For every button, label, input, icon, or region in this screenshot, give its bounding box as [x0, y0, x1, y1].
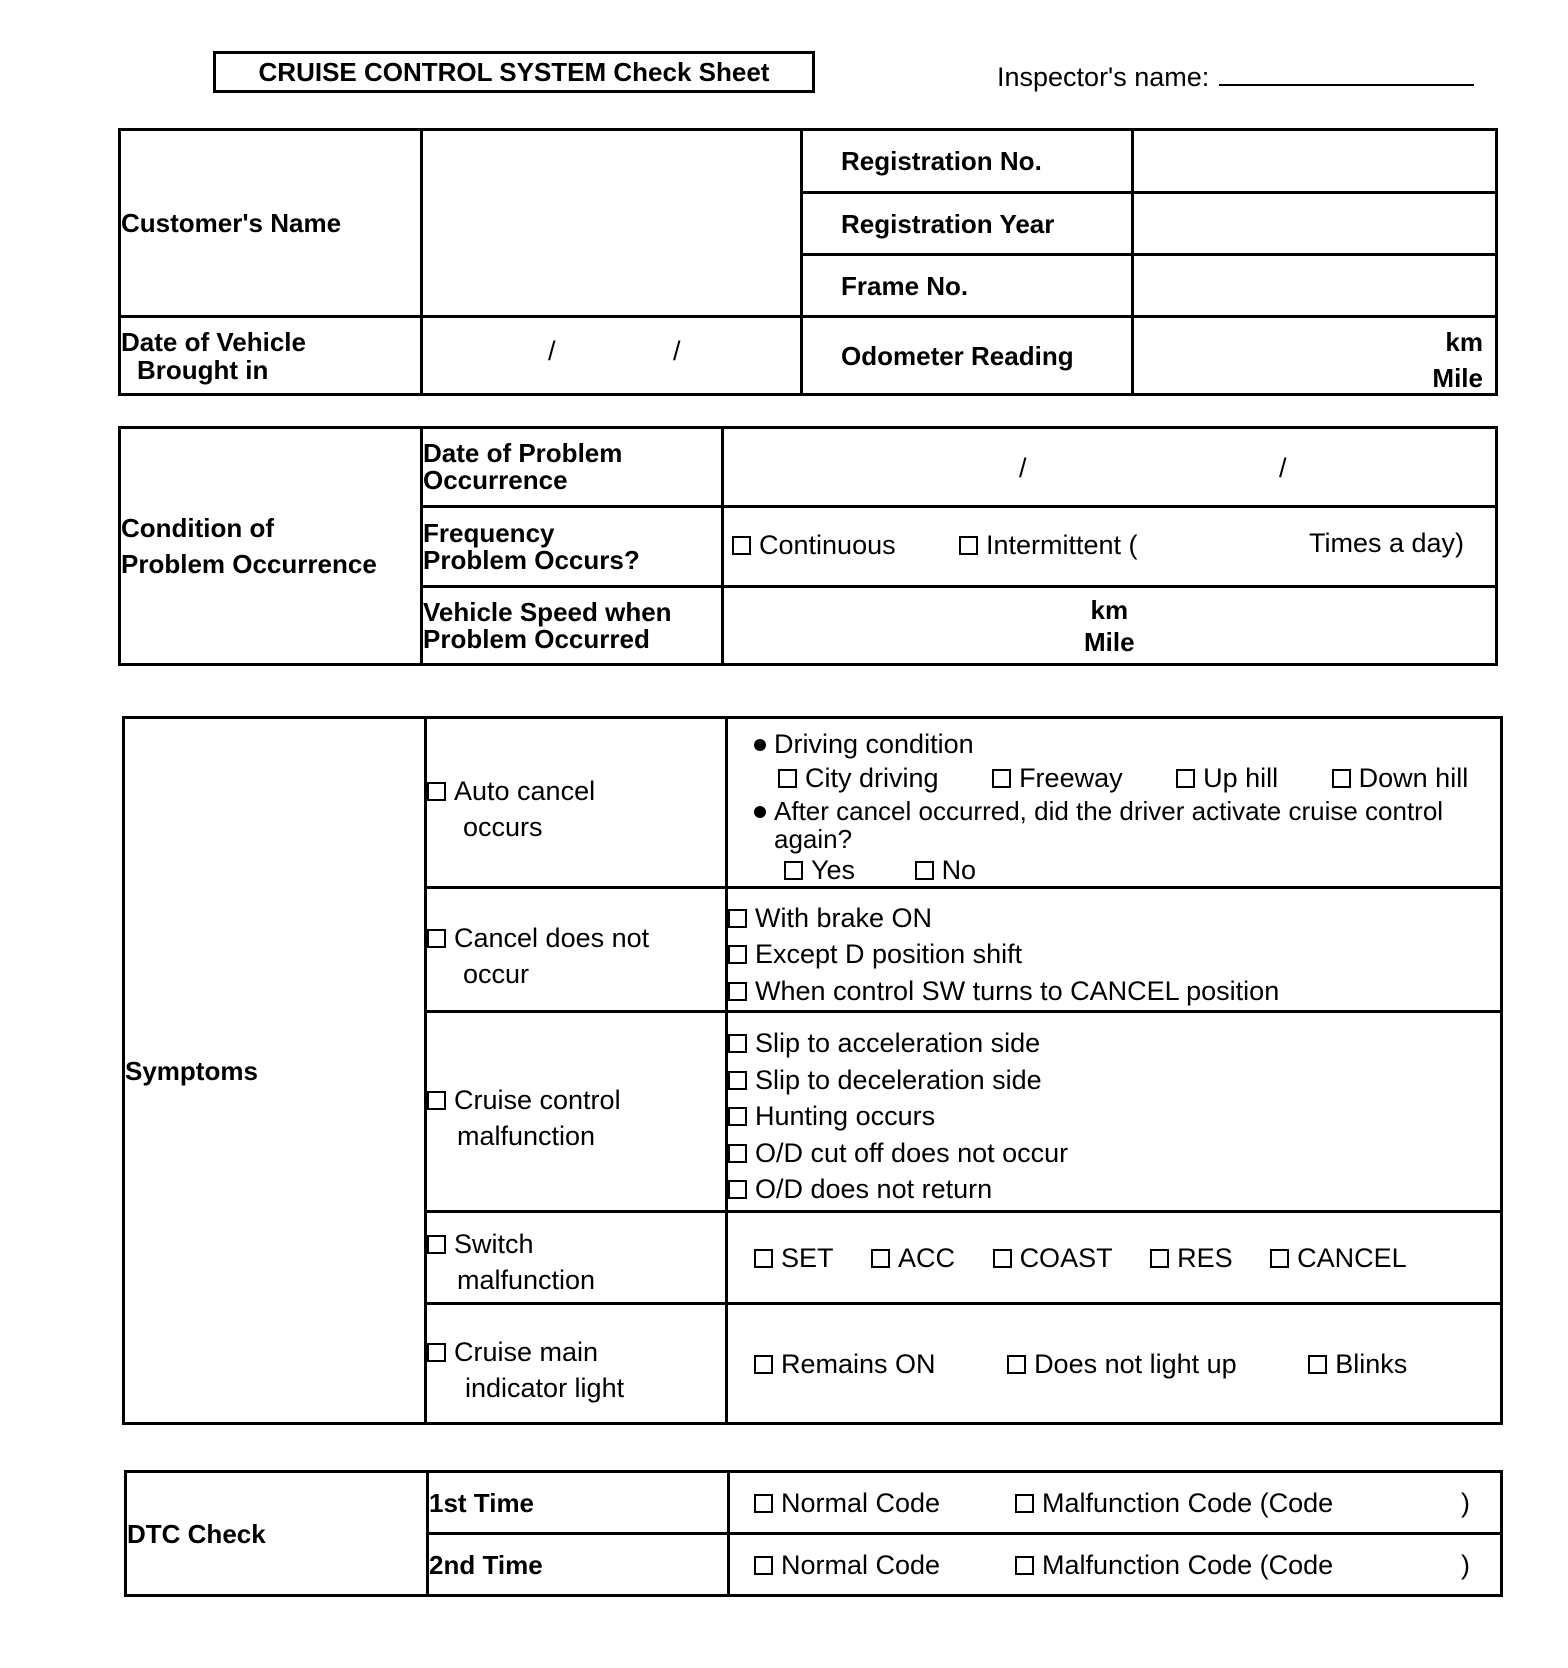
- customer-name-label: Customer's Name: [120, 130, 422, 317]
- registration-year-label: Registration Year: [802, 193, 1133, 255]
- bullet-icon: [754, 806, 766, 818]
- switch-malfunction-option[interactable]: Switch malfunction: [426, 1212, 727, 1304]
- checkbox[interactable]: [427, 1091, 446, 1110]
- checkbox[interactable]: [754, 1355, 773, 1374]
- cruise-malfunction-option[interactable]: Cruise control malfunction: [426, 1012, 727, 1212]
- freeway-option[interactable]: Freeway: [992, 763, 1123, 793]
- checkbox[interactable]: [427, 1343, 446, 1362]
- cruise-malfunction-details: [727, 1012, 1502, 1212]
- malfunction-code-option[interactable]: Malfunction Code (Code: [1015, 1488, 1333, 1518]
- checkbox[interactable]: [728, 909, 747, 928]
- first-time-options: [729, 1472, 1502, 1534]
- checkbox[interactable]: [993, 1249, 1012, 1268]
- od-cut-off-option[interactable]: O/D cut off does not occur: [728, 1135, 1500, 1172]
- close-paren: ): [1461, 1550, 1470, 1580]
- speed-unit-mile: Mile: [1084, 627, 1135, 657]
- vehicle-info-table: [118, 128, 1498, 396]
- condition-section-label: Condition of Problem Occurrence: [120, 428, 422, 665]
- with-brake-on-option[interactable]: With brake ON: [728, 900, 1500, 937]
- checkbox[interactable]: [728, 982, 747, 1001]
- does-not-light-option[interactable]: Does not light up: [1007, 1349, 1237, 1379]
- cancel-not-occur-details: [727, 888, 1502, 1012]
- yes-option[interactable]: Yes: [784, 855, 855, 885]
- registration-no-label: Registration No.: [802, 130, 1133, 193]
- auto-cancel-details: [727, 718, 1502, 888]
- control-sw-cancel-option[interactable]: When control SW turns to CANCEL position: [728, 973, 1500, 1010]
- coast-option[interactable]: COAST: [993, 1243, 1113, 1273]
- problem-date-label: Date of Problem Occurrence: [422, 428, 723, 507]
- first-time-label: 1st Time: [428, 1472, 729, 1534]
- indicator-light-option[interactable]: Cruise main indicator light: [426, 1304, 727, 1424]
- second-time-label: 2nd Time: [428, 1534, 729, 1596]
- od-not-return-option[interactable]: O/D does not return: [728, 1171, 1500, 1208]
- checkbox[interactable]: [728, 1180, 747, 1199]
- second-time-options: [729, 1534, 1502, 1596]
- frame-no-value[interactable]: [1133, 255, 1497, 317]
- frequency-label: Frequency Problem Occurs?: [422, 507, 723, 587]
- inspector-name-field: [997, 62, 1474, 93]
- sheet-title: CRUISE CONTROL SYSTEM Check Sheet: [213, 51, 815, 93]
- checkbox[interactable]: [732, 536, 751, 555]
- vehicle-speed-value[interactable]: [723, 587, 1497, 665]
- set-option[interactable]: SET: [754, 1243, 834, 1273]
- bullet-icon: [754, 739, 766, 751]
- date-brought-label: Date of Vehicle Brought in: [120, 317, 422, 395]
- slip-acceleration-option[interactable]: Slip to acceleration side: [728, 1025, 1500, 1062]
- frequency-options: [723, 507, 1497, 587]
- auto-cancel-option[interactable]: Auto cancel occurs: [426, 718, 727, 888]
- checkbox[interactable]: [427, 929, 446, 948]
- odometer-value[interactable]: [1133, 317, 1497, 395]
- inspector-name-line[interactable]: [1219, 64, 1474, 86]
- date-slash: /: [1019, 453, 1027, 483]
- reactivate-question: After cancel occurred, did the driver activate cruise control again?: [754, 797, 1496, 853]
- registration-no-value[interactable]: [1133, 130, 1497, 193]
- frame-no-label: Frame No.: [802, 255, 1133, 317]
- cancel-not-occur-option[interactable]: Cancel does not occur: [426, 888, 727, 1012]
- checkbox[interactable]: [1007, 1355, 1026, 1374]
- normal-code-option[interactable]: Normal Code: [754, 1550, 940, 1580]
- checkbox[interactable]: [754, 1249, 773, 1268]
- normal-code-option[interactable]: Normal Code: [754, 1488, 940, 1518]
- checkbox[interactable]: [1015, 1494, 1034, 1513]
- checkbox[interactable]: [728, 1034, 747, 1053]
- checkbox[interactable]: [1150, 1249, 1169, 1268]
- registration-year-value[interactable]: [1133, 193, 1497, 255]
- symptoms-section-label: Symptoms: [124, 718, 426, 1424]
- res-option[interactable]: RES: [1150, 1243, 1233, 1273]
- checkbox[interactable]: [728, 1144, 747, 1163]
- checkbox[interactable]: [754, 1556, 773, 1575]
- checkbox[interactable]: [728, 1107, 747, 1126]
- up-hill-option[interactable]: Up hill: [1176, 763, 1278, 793]
- checkbox[interactable]: [427, 782, 446, 801]
- indicator-light-details: [727, 1304, 1502, 1424]
- except-d-position-option[interactable]: Except D position shift: [728, 936, 1500, 973]
- dtc-check-table: [124, 1470, 1503, 1597]
- down-hill-option[interactable]: Down hill: [1332, 763, 1469, 793]
- driving-condition-heading: Driving condition: [754, 729, 974, 759]
- checkbox[interactable]: [992, 769, 1011, 788]
- odometer-unit-km: km: [1445, 327, 1483, 357]
- vehicle-speed-label: Vehicle Speed when Problem Occurred: [422, 587, 723, 665]
- checkbox[interactable]: [1176, 769, 1195, 788]
- date-slash: /: [1279, 453, 1287, 483]
- times-a-day-label: Times a day): [1309, 528, 1465, 558]
- cancel-option[interactable]: CANCEL: [1270, 1243, 1407, 1273]
- no-option[interactable]: No: [915, 855, 977, 885]
- close-paren: ): [1461, 1488, 1470, 1518]
- slip-deceleration-option[interactable]: Slip to deceleration side: [728, 1062, 1500, 1099]
- checkbox[interactable]: [778, 769, 797, 788]
- checkbox[interactable]: [728, 1071, 747, 1090]
- customer-name-value[interactable]: [422, 130, 802, 317]
- switch-malfunction-details: [727, 1212, 1502, 1304]
- remains-on-option[interactable]: Remains ON: [754, 1349, 936, 1379]
- checkbox[interactable]: [1015, 1556, 1034, 1575]
- checkbox[interactable]: [915, 861, 934, 880]
- checkbox[interactable]: [959, 536, 978, 555]
- checkbox[interactable]: [1308, 1355, 1327, 1374]
- hunting-occurs-option[interactable]: Hunting occurs: [728, 1098, 1500, 1135]
- date-slash: /: [673, 336, 681, 366]
- odometer-label: Odometer Reading: [802, 317, 1133, 395]
- odometer-unit-mile: Mile: [1432, 363, 1483, 393]
- date-brought-value[interactable]: [422, 317, 802, 395]
- dtc-section-label: DTC Check: [126, 1472, 428, 1596]
- continuous-option[interactable]: Continuous: [732, 530, 896, 560]
- checkbox[interactable]: [1332, 769, 1351, 788]
- checkbox[interactable]: [784, 861, 803, 880]
- symptoms-table: [122, 716, 1503, 1425]
- checkbox[interactable]: [1270, 1249, 1289, 1268]
- checkbox[interactable]: [871, 1249, 890, 1268]
- condition-table: [118, 426, 1498, 666]
- intermittent-option[interactable]: Intermittent (: [959, 530, 1138, 560]
- checkbox[interactable]: [427, 1235, 446, 1254]
- acc-option[interactable]: ACC: [871, 1243, 955, 1273]
- speed-unit-km: km: [1090, 595, 1129, 625]
- blinks-option[interactable]: Blinks: [1308, 1349, 1407, 1379]
- malfunction-code-option[interactable]: Malfunction Code (Code: [1015, 1550, 1333, 1580]
- checkbox[interactable]: [754, 1494, 773, 1513]
- inspector-label: Inspector's name:: [997, 62, 1210, 92]
- city-driving-option[interactable]: City driving: [778, 763, 939, 793]
- problem-date-value[interactable]: [723, 428, 1497, 507]
- checkbox[interactable]: [728, 945, 747, 964]
- date-slash: /: [548, 336, 556, 366]
